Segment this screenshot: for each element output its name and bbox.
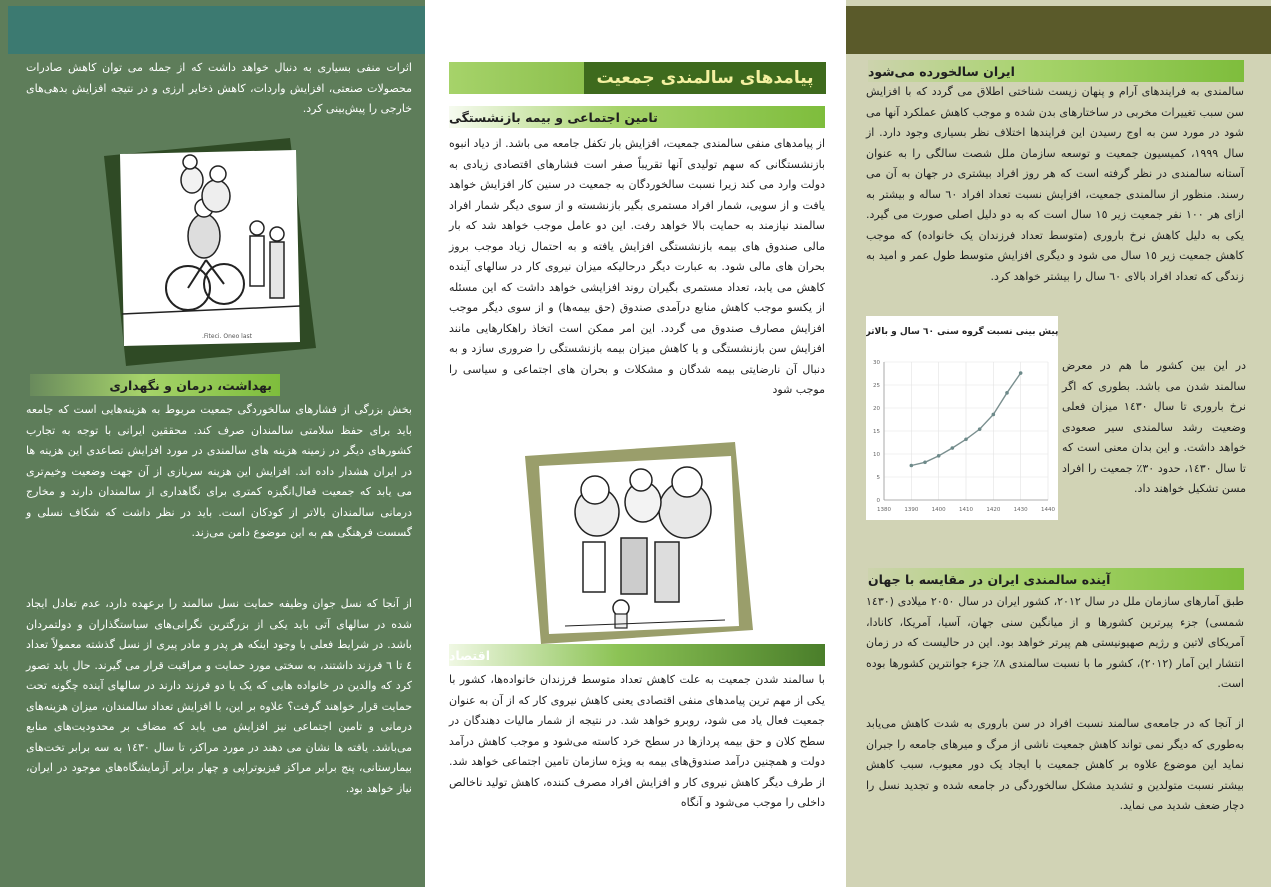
chart-y-tick-label: 15 <box>873 429 880 435</box>
left-intro-paragraph: اثرات منفی بسیاری به دنبال خواهد داشت که از جمله می توان کاهش صادرات محصولات صنعتی، افزایش واردات، کاهش ذخایر ارزی و در نتیجه افزایش بدهی‌های خارجی را پیش‌بینی کرد. <box>26 61 412 115</box>
chart-x-tick-label: 1390 <box>904 507 919 513</box>
aging-chart-svg <box>866 316 1058 520</box>
chart-x-tick-label: 1420 <box>986 507 1001 513</box>
iran-aging-paragraph-2: در این بین کشور ما هم در معرض سالمند شدن می باشد. بطوری که اگر نرخ باروری تا سال ١٤٣٠ میزان فعلی وضعیت رشد سالمندی سیر صعودی خواهد داشت. و این بدان معنی است که تا سال ١٤٣٠، حدود ٣٠٪ جمعیت را افراد مسن تشکیل خواهند داد. <box>1062 359 1246 495</box>
chart-data-point <box>937 454 941 458</box>
heading-social-security-label: تامین اجتماعی و بیمه بازنشستگی <box>449 109 658 125</box>
heading-iran-aging <box>868 60 1244 82</box>
chart-x-tick-label: 1430 <box>1013 507 1028 513</box>
chart-y-tick-label: 20 <box>873 406 880 412</box>
heading-future-label: آینده سالمندی ایران در مقایسه با جهان <box>868 571 1111 587</box>
chart-data-point <box>992 413 996 417</box>
heading-health-label: بهداشت، درمان و نگهداری <box>109 377 272 393</box>
right-top-band <box>846 6 1271 54</box>
heading-economy-label: اقتصاد <box>449 647 490 663</box>
chart-x-tick-label: 1380 <box>877 507 891 513</box>
left-column <box>0 0 425 887</box>
chart-data-point <box>951 446 955 450</box>
chart-y-tick-label: 25 <box>873 383 880 389</box>
health-paragraph-1: بخش بزرگی از فشارهای سالخوردگی جمعیت مربوط به هزینه‌هایی است که جامعه باید برای حفظ سلامتی سالمندان صرف کند. محققین ایرانی با توجه به تجارب کشورهای دیگر در زمینه هزینه های سالمندی در مورد افزایش تصاعدی این هزینه ها در ایران هشدار داده اند. افزایش این هزینه سربازی از آن جهت وضعیت وخیم‌تری می یابد که جمعیت فعال‌انگیزه کمتری برای نگاهداری از سالمندان دارند و مخارج درمانی سالمندان بالاتر از کودکان است. باید در نظر داشت که شکاف نسلی و گسست فرهنگی هم به این موضوع دامن می‌زند. <box>26 403 412 539</box>
future-paragraph-2: از آنجا که در جامعه‌ی سالمند نسبت افراد در سن باروری به شدت کاهش می‌یابد به‌طوری که دیگر نمی تواند کاهش جمعیت ناشی از مرگ و میرهای جامعه را جبران نماید این موضوع علاوه بر کاهش جمعیت با ایجاد یک دور معیوب، سبب کاهش بیشتر نسبت متولدین و تشدید مشکل سالخوردگی در جامعه شده و تجدید نسل را دچار ضعف شدید می نماید. <box>866 717 1244 812</box>
aging-chart <box>866 316 1058 520</box>
heading-health <box>30 374 280 396</box>
chart-title: پیش بینی نسبت گروه سنی ٦٠ سال و بالاتر <box>866 327 1058 337</box>
chart-data-point <box>910 464 914 468</box>
chart-x-tick-label: 1440 <box>1041 507 1055 513</box>
chart-y-tick-label: 0 <box>876 498 880 504</box>
chart-y-tick-label: 10 <box>873 452 880 458</box>
social-security-paragraph: از پیامدهای منفی سالمندی جمعیت، افزایش بار تکفل جامعه می باشد. از دیاد انبوه بازنشستگانی که سهم تولیدی آنها تقریباً صفر است فشارهای اقتصادی زیادی به دولت وارد می کند زیرا نسبت سالخوردگان به جمعیت در سنین کار افزایش خواهد یافت و از سویی، شمار افراد مستمری بگیر بازنشسته و از سوی دیگر شمار افراد سالمند نیازمند به حمایت بالا خواهد رفت. این دو عامل موجب خواهد شد که بار مالی صندوق های بیمه بازنشستگی افزایش یافته و به احتمال زیاد موجب بروز بحران های مالی شود. به عبارت دیگر درحالیکه میزان نیروی کار در سالهای آینده کاهش می یابد، تعداد مستمری بگیران روند افزایشی خواهد داشت که این مسئله از یکسو موجب کاهش منابع درآمدی صندوق (حق بیمه‌ها) و از سوی دیگر موجب افزایش مصارف صندوق می گردد. این امر ممکن است اتخاذ راهکارهایی مانند افزایش سن بازنشستگی و یا کاهش میزان بیمه بازنشستگی را ضروری سازد و به دنبال آن نارضایتی بیمه شدگان و مشکلات و بحران های اجتماعی و سیاسی را موجب شود <box>449 137 825 396</box>
chart-x-tick-label: 1400 <box>931 507 946 513</box>
chart-data-point <box>1005 391 1009 395</box>
chart-data-point <box>964 437 968 441</box>
future-paragraph-1: طبق آمارهای سازمان ملل در سال ٢٠١٢، کشور ایران در سال ٢٠٥٠ میلادی (١٤٣٠ شمسی) جزء پیرترین کشورها و از میانگین سنی جهان، آسیا، آمریکا، کانادا، آمریکای لاتین و رژیم صهیونیستی هم پیرتر خواهد بود. این در حالیست که در زمان انتشار این آمار (٢٠١٢)، کشور ما با نسبت سالمندی ٨٪ جزء جوانترین کشورها بوده است. <box>866 595 1244 690</box>
page-title: پیامدهای سالمندی جمعیت <box>584 62 826 94</box>
heading-future <box>868 568 1244 590</box>
chart-x-tick-label: 1410 <box>959 507 973 513</box>
left-top-band <box>8 6 425 54</box>
chart-data-point <box>978 427 982 431</box>
chart-y-tick-label: 5 <box>876 475 880 481</box>
iran-aging-paragraph: سالمندی به فرایندهای آرام و پنهان زیست شناختی اطلاق می گردد که با افزایش سن سبب تغییرات مخربی در ساختارهای بدن شده و موجب کاهش عملکرد آنها می شود در مورد سن به اوج رسیدن این فرایندها اختلاف نظر بسیاری وجود دارد. از سال ١٩٩٩، کمیسیون جمعیت و توسعه سازمان ملل شصت سالگی را به عنوان آستانه سالمندی در نظر گرفته است که هر روز افراد بیشتری در جهان به آن می رسند. منظور از سالمندی جمعیت، افزایش نسبت تعداد افراد ٦٠ ساله و بیشتر به ازای هر ١٠٠ نفر جمعیت زیر ١٥ سال است که به دو دلیل اصلی صورت می گیرد. یکی به دلیل کاهش نرخ باروری (متوسط تعداد فرزندان یک خانواده) که موجب کاهش جمعیت زیر ١٥ سال می شود و دیگری افزایش متوسط طول عمر و امید به زندگی که تعداد افراد بالای ٦٠ سال را بیشتر خواهد کرد. <box>866 85 1244 283</box>
cyclists-cartoon <box>104 138 316 366</box>
heading-social-security <box>449 106 825 128</box>
cartoon-caption: Fiteci. Oneo last. <box>201 333 252 340</box>
economy-paragraph: با سالمند شدن جمعیت به علت کاهش تعداد متوسط فرزندان خانواده‌ها، کشور با یکی از مهم ترین پیامدهای منفی اقتصادی یعنی کاهش نیروی کار که از آن به عنوان جمعیت فعال یاد می شود، روبرو خواهد شد. در نتیجه از شمار مالیات دهندگان در سطح کلان و حق بیمه پردازها در سطح خرد کاسته می‌شود و موجب کاهش درآمد دولت و همچنین درآمد صندوق‌های بیمه به ویژه سازمان تامین اجتماعی خواهد شد. از طرف دیگر کاهش نیروی کار و افزایش افراد مصرف کننده، کاهش تولید ناخالص داخلی را موجب می‌شود و آنگاه <box>449 673 825 809</box>
chart-data-point <box>923 460 927 464</box>
chart-y-tick-label: 30 <box>873 360 880 366</box>
heading-economy <box>449 644 825 666</box>
heading-iran-aging-label: ایران سالخورده می‌شود <box>868 63 1015 79</box>
family-cartoon <box>525 442 753 644</box>
chart-data-point <box>1019 371 1023 375</box>
health-paragraph-2: از آنجا که نسل جوان وظیفه حمایت نسل سالمند را برعهده دارد، عدم تعادل ایجاد شده در سالهای آتی باید یکی از بزرگترین نگرانی‌های سیاستگذاران و دولتمردان باشد. در شرایط فعلی با وجود اینکه هر پدر و مادر پیری از نسل گذشته معمولاً تعداد ٤ تا ٦ فرزند داشتند، به سختی مورد حمایت و مراقبت قرار می گیرند. حال باید تصور کرد که والدین در خانواده هایی که یک یا دو فرزند دارند در سالهای آینده چگونه تحت حمایت قرار خواهند گرفت؟ علاوه بر این، با افزایش تعداد سالمندان، میزان هزینه‌های درمانی و تامین اجتماعی نیز افزایش می یابد که مضاف بر محدودیت‌های منابع می‌باشد. یافته ها نشان می دهند در مورد مراکز، تا سال ١٤٣٠ به سه برابر تخت‌های بیمارستانی، پنج برابر مراکز فیزیوتراپی و چهار برابر آزمایشگاه‌های موجود در ایران، نیاز خواهد بود. <box>26 597 412 795</box>
